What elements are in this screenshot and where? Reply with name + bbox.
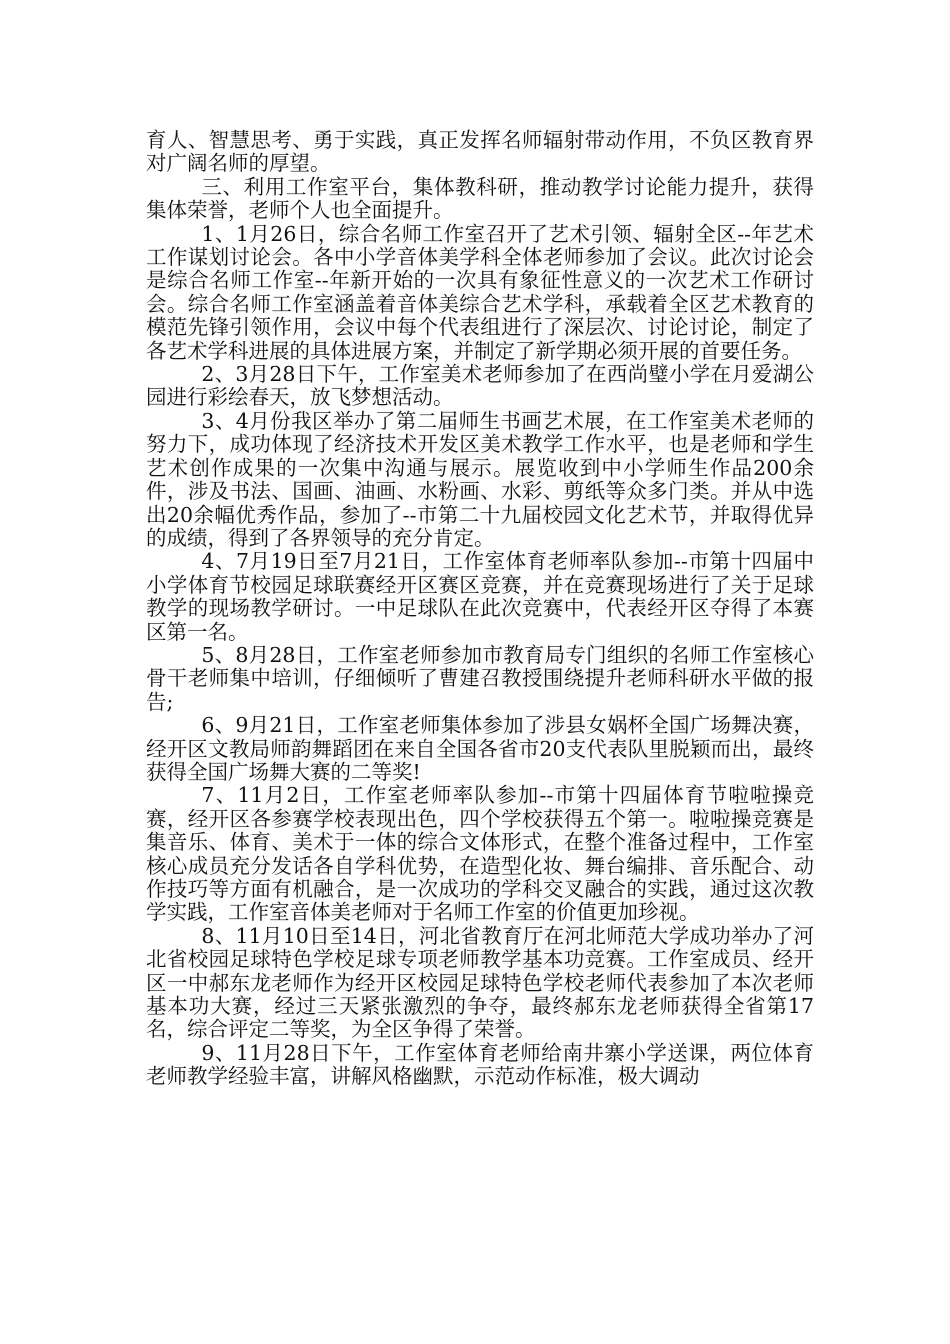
list-item-9: 9、11月28日下午，工作室体育老师给南井寨小学送课，两位体育老师教学经验丰富，讲解风格幽默，示范动作标准，极大调动 xyxy=(146,1040,814,1089)
list-item-8: 8、11月10日至14日，河北省教育厅在河北师范大学成功举办了河北省校园足球特色学校足球专项老师教学基本功竞赛。工作室成员、经开区一中郝东龙老师作为经开区校园足球特色学校老师代表参加了本次老师基本功大赛，经过三天紧张激烈的争夺，最终郝东龙老师获得全省第17名，综合评定二等奖，为全区争得了荣誉。 xyxy=(146,923,814,1042)
list-item-3: 3、4月份我区举办了第二届师生书画艺术展，在工作室美术老师的努力下，成功体现了经济技术开发区美术教学工作水平，也是老师和学生艺术创作成果的一次集中沟通与展示。展览收到中小学师生作品200余件，涉及书法、国画、油画、水粉画、水彩、剪纸等众多门类。并从中选出20余幅优秀作品，参加了--市第二十九届校园文化艺术节，并取得优异的成绩，得到了各界领导的充分肯定。 xyxy=(146,408,814,550)
section-heading-three: 三、利用工作室平台，集体教科研，推动教学讨论能力提升，获得集体荣誉，老师个人也全面提升。 xyxy=(146,174,814,223)
paragraph-continuation: 育人、智慧思考、勇于实践，真正发挥名师辐射带动作用，不负区教育界对广阔名师的厚望。 xyxy=(146,128,814,176)
list-item-7: 7、11月2日，工作室老师率队参加--市第十四届体育节啦啦操竞赛，经开区各参赛学校表现出色，四个学校获得五个第一。啦啦操竞赛是集音乐、体育、美术于一体的综合文体形式，在整个准备过程中，工作室核心成员充分发话各自学科优势，在造型化妆、舞台编排、音乐配合、动作技巧等方面有机融合，是一次成功的学科交叉融合的实践，通过这次教学实践，工作室音体美老师对于名师工作室的价值更加珍视。 xyxy=(146,783,814,925)
list-item-5: 5、8月28日，工作室老师参加市教育局专门组织的名师工作室核心骨干老师集中培训，仔细倾听了曹建召教授围绕提升老师科研水平做的报告; xyxy=(146,642,814,714)
document-body xyxy=(146,129,814,1089)
list-item-1: 1、1月26日，综合名师工作室召开了艺术引领、辐射全区--年艺术工作谋划讨论会。各中小学音体美学科全体老师参加了会议。此次讨论会是综合名师工作室--年新开始的一次具有象征性意义的一次艺术工作研讨会。综合名师工作室涵盖着音体美综合艺术学科，承载着全区艺术教育的模范先锋引领作用，会议中每个代表组进行了深层次、讨论讨论，制定了各艺术学科进展的具体进展方案，并制定了新学期必须开展的首要任务。 xyxy=(146,221,814,363)
list-item-4: 4、7月19日至7月21日，工作室体育老师率队参加--市第十四届中小学体育节校园足球联赛经开区赛区竞赛，并在竞赛现场进行了关于足球教学的现场教学研讨。一中足球队在此次竞赛中，代表经开区夺得了本赛区第一名。 xyxy=(146,549,814,644)
list-item-2: 2、3月28日下午，工作室美术老师参加了在西尚璧小学在月爱湖公园进行彩绘春天，放飞梦想活动。 xyxy=(146,362,814,410)
list-item-6: 6、9月21日，工作室老师集体参加了涉县女娲杯全国广场舞决赛，经开区文教局师韵舞蹈团在来自全国各省市20支代表队里脱颖而出，最终获得全国广场舞大赛的二等奖! xyxy=(146,713,814,784)
